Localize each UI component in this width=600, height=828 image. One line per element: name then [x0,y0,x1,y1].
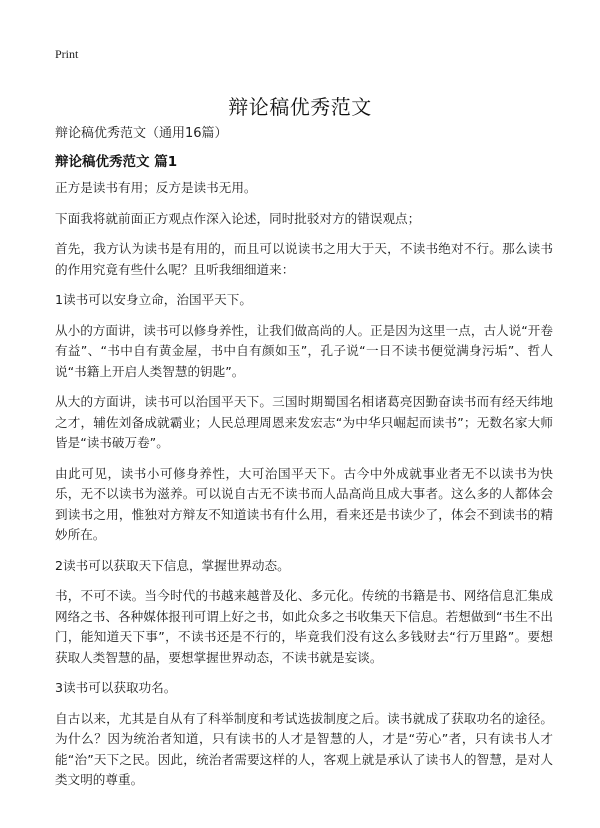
paragraph: 首先，我方认为读书是有用的，而且可以说读书之用大于天，不读书绝对不行。那么读书的作用究竟有些什么呢？且听我细细道来： [55,241,553,277]
paragraph: 自古以来，尤其是自从有了科举制度和考试选拔制度之后。读书就成了获取功名的途径。为什么？因为统治者知道，只有读书的人才是智慧的人，才是“劳心”者，只有读书人才能“治”天下之民。因此，统治者需要这样的人，客观上就是承认了读书人的智慧，是对人类文明的尊重。 [55,710,553,787]
document-subtitle: 辩论稿优秀范文（通用16篇） [55,126,228,141]
print-link[interactable]: Print [55,47,79,61]
paragraph: 正方是读书有用；反方是读书无用。 [55,180,257,195]
paragraph: 下面我将就前面正方观点作深入论述，同时批驳对方的错误观点； [55,210,421,226]
point-heading: 3读书可以获取功名。 [55,680,177,695]
point-heading: 1读书可以安身立命，治国平天下。 [55,292,252,307]
article-body [55,178,553,801]
paragraph: 书，不可不读。当今时代的书越来越普及化、多元化。传统的书籍是书、网络信息汇集成网络之书、各种媒体报刊可谓上好之书，如此众多之书收集天下信息。若想做到“书生不出门，能知道天下事”，不读书还是不行的，毕竟我们没有这么多钱财去“行万里路”。要想获取人类智慧的晶，要想掌握世界动态，不读书就是妄谈。 [55,588,553,665]
paragraph: 由此可见，读书小可修身养性，大可治国平天下。古今中外成就事业者无不以读书为快乐，无不以读书为滋养。可以说自古无不读书而人品高尚且成大事者。这么多的人都体会到读书之用，惟独对方辩友不知道读书有什么用，看来还是书读少了，体会不到读书的精妙所在。 [55,465,553,542]
paragraph: 从小的方面讲，读书可以修身养性，让我们做高尚的人。正是因为这里一点，古人说“开卷有益”、“书中自有黄金屋，书中自有颜如玉”，孔子说“一日不读书便觉满身污垢”、哲人说“书籍上开启人类智慧的钥匙”。 [55,322,553,379]
document-title: 辩论稿优秀范文 [228,95,372,120]
point-heading: 2读书可以获取天下信息，掌握世界动态。 [55,557,290,573]
paragraph: 从大的方面讲，读书可以治国平天下。三国时期蜀国名相诸葛亮因勤奋读书而有经天纬地之才，辅佐刘备成就霸业；人民总理周恩来发宏志“为中华只崛起而读书”；无数名家大师皆是“读书破万卷”。 [55,394,553,450]
section-heading: 辩论稿优秀范文 篇1 [55,154,178,170]
